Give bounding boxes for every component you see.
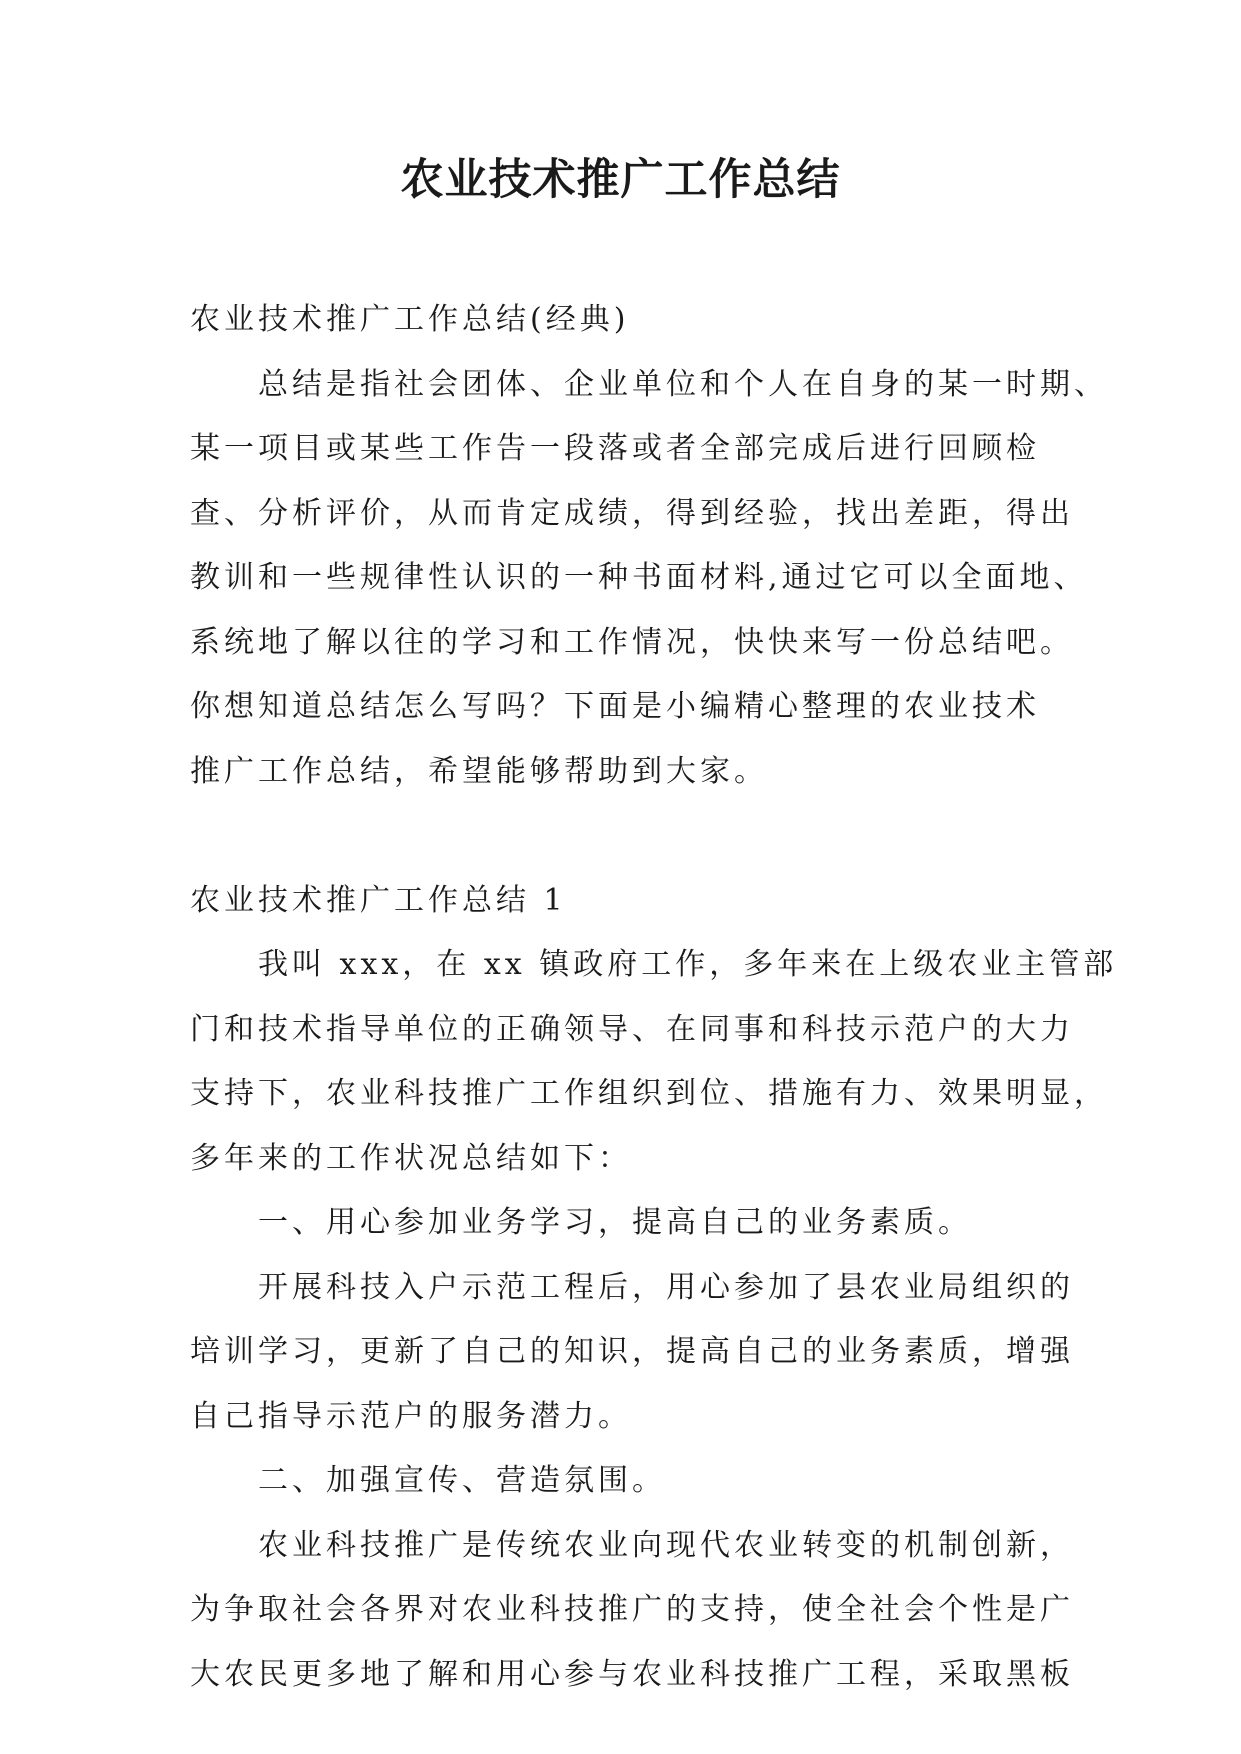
- text-line: 支持下，农业科技推广工作组织到位、措施有力、效果明显，: [190, 1076, 1108, 1111]
- text-line: 农业技术推广工作总结(经典): [190, 302, 630, 337]
- text-line: 开展科技入户示范工程后，用心参加了县农业局组织的: [258, 1269, 1074, 1305]
- text-line: 自己指导示范户的服务潜力。: [190, 1398, 632, 1434]
- text-line: 教训和一些规律性认识的一种书面材料,通过它可以全面地、: [190, 560, 1088, 595]
- text-line: 总结是指社会团体、企业单位和个人在自身的某一时期、: [258, 366, 1108, 402]
- text-line: 我叫 xxx，在 xx 镇政府工作，多年来在上级农业主管部: [258, 947, 1118, 982]
- document-title: 农业技术推广工作总结: [400, 155, 841, 205]
- text-line: 二、加强宣传、营造氛围。: [258, 1463, 666, 1498]
- text-line: 你想知道总结怎么写吗？下面是小编精心整理的农业技术: [190, 689, 1040, 724]
- text-line: 大农民更多地了解和用心参与农业科技推广工程，采取黑板: [190, 1656, 1074, 1692]
- text-line: 门和技术指导单位的正确领导、在同事和科技示范户的大力: [190, 1011, 1074, 1047]
- blank-line: [190, 804, 1060, 869]
- text-line: 多年来的工作状况总结如下：: [190, 1140, 632, 1176]
- text-line: 一、用心参加业务学习，提高自己的业务素质。: [258, 1205, 972, 1240]
- text-line: 某一项目或某些工作告一段落或者全部完成后进行回顾检: [190, 431, 1040, 466]
- text-line: 培训学习，更新了自己的知识，提高自己的业务素质，增强: [190, 1334, 1074, 1369]
- text-line: 为争取社会各界对农业科技推广的支持，使全社会个性是广: [190, 1592, 1074, 1627]
- text-line: 农业技术推广工作总结 1: [190, 882, 567, 918]
- text-line: 推广工作总结，希望能够帮助到大家。: [190, 753, 768, 789]
- text-line: 系统地了解以往的学习和工作情况，快快来写一份总结吧。: [190, 624, 1074, 660]
- text-line: 农业科技推广是传统农业向现代农业转变的机制创新，: [258, 1527, 1074, 1563]
- text-line: 查、分析评价，从而肯定成绩，得到经验，找出差距，得出: [190, 495, 1074, 531]
- document-body: [190, 288, 1118, 1707]
